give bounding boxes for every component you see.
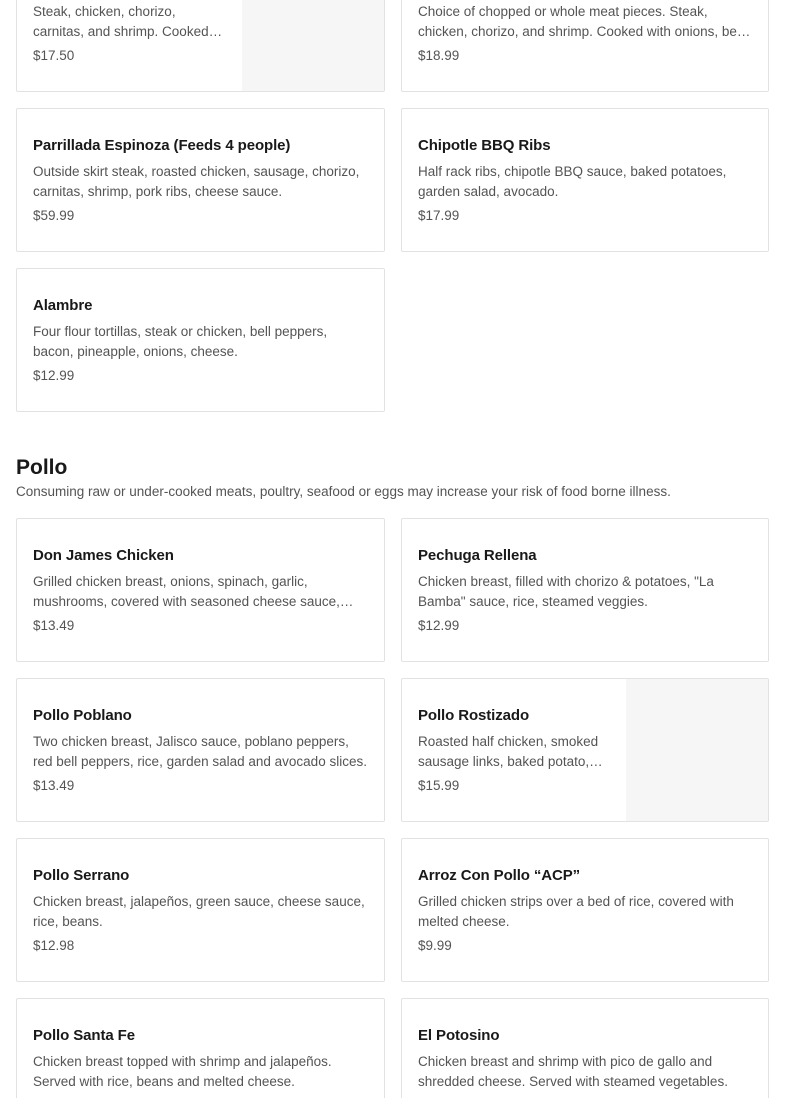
menu-item-card[interactable] <box>16 838 385 982</box>
menu-item-name: El Potosino <box>418 1027 500 1044</box>
section-title: Pollo <box>16 456 68 479</box>
menu-item-body <box>33 296 368 386</box>
menu-item-image <box>242 0 384 91</box>
menu-item-card[interactable] <box>16 678 385 822</box>
section-header <box>16 454 769 502</box>
menu-item-card[interactable] <box>401 108 769 252</box>
menu-item-name: Pollo Poblano <box>33 707 132 724</box>
menu-item-card[interactable] <box>401 518 769 662</box>
menu-item-price: $13.49 <box>33 618 75 633</box>
menu-item-description: Four flour tortillas, steak or chicken, bell peppers, bacon, pineapple, onions, cheese. <box>33 324 328 359</box>
menu-item-name: Pollo Santa Fe <box>33 1027 135 1044</box>
menu-grid-previous <box>16 0 769 412</box>
menu-item-description: Chicken breast, jalapeños, green sauce, cheese sauce, rice, beans. <box>33 894 365 929</box>
menu-item-card[interactable] <box>401 678 769 822</box>
section-disclaimer: Consuming raw or under-cooked meats, poultry, seafood or eggs may increase your risk of food borne illness. <box>16 484 671 499</box>
menu-item-image <box>626 679 768 821</box>
menu-item-description: Chicken breast topped with shrimp and jalapeños. Served with rice, beans and melted cheese. <box>33 1054 332 1089</box>
menu-item-description: Steak, chicken, chorizo, carnitas, and shrimp. Cooked <box>33 4 209 39</box>
menu-item-price: $15.99 <box>418 778 460 793</box>
menu-item-name: Pollo Rostizado <box>418 707 530 724</box>
menu-item-name: Don James Chicken <box>33 547 174 564</box>
menu-item-name: Pollo Serrano <box>33 867 130 884</box>
menu-item-card[interactable] <box>16 998 385 1098</box>
menu-item-body <box>33 0 226 66</box>
menu-item-body <box>418 866 752 956</box>
menu-item-body <box>33 1026 368 1096</box>
menu-item-card[interactable] <box>16 108 385 252</box>
menu-item-price: $12.99 <box>418 618 460 633</box>
menu-item-description: Chicken breast and shrimp with pico de gallo and shredded cheese. Served with steamed vegetables. <box>418 1054 728 1089</box>
menu-item-price: $13.49 <box>33 778 75 793</box>
menu-item-description: Half rack ribs, chipotle BBQ sauce, baked potatoes, garden salad, avocado. <box>418 164 727 199</box>
menu-item-name: Arroz Con Pollo “ACP” <box>418 867 581 884</box>
menu-grid-pollo <box>16 518 769 1098</box>
menu-item-body <box>418 1026 752 1096</box>
menu-item-name: Chipotle BBQ Ribs <box>418 137 551 154</box>
menu-item-body <box>33 706 368 796</box>
menu-item-body <box>418 0 752 66</box>
menu-item-card[interactable] <box>401 0 769 92</box>
menu-item-price: $59.99 <box>33 208 75 223</box>
menu-item-name: Alambre <box>33 297 93 314</box>
menu-item-price: $17.99 <box>418 208 460 223</box>
menu-item-price: $12.98 <box>33 938 75 953</box>
menu-item-description: Grilled chicken strips over a bed of rice, covered with melted cheese. <box>418 894 734 929</box>
menu-item-body <box>418 546 752 636</box>
menu-item-price: $9.99 <box>418 938 452 953</box>
menu-item-card[interactable] <box>401 838 769 982</box>
menu-item-price: $17.50 <box>33 48 75 63</box>
menu-item-card[interactable] <box>16 518 385 662</box>
menu-item-body <box>33 136 368 226</box>
menu-item-description: Roasted half chicken, smoked sausage links, baked potato, <box>418 734 599 769</box>
menu-item-body <box>33 546 368 636</box>
menu-item-body <box>418 706 610 796</box>
menu-item-body <box>418 136 752 226</box>
menu-item-card[interactable] <box>16 268 385 412</box>
menu-item-name: Parrillada Espinoza (Feeds 4 people) <box>33 137 291 154</box>
menu-item-price: $18.99 <box>418 48 460 63</box>
menu-item-body <box>33 866 368 956</box>
menu-item-description: Choice of chopped or whole meat pieces. Steak, chicken, chorizo, and shrimp. Cooked with onions, bell <box>418 4 743 39</box>
menu-item-description: Grilled chicken breast, onions, spinach, garlic, mushrooms, covered with seasoned cheese sauce, <box>33 574 340 609</box>
menu-item-description: Two chicken breast, Jalisco sauce, poblano peppers, red bell peppers, rice, garden salad and avocado slices. <box>33 734 367 769</box>
menu-item-name: Pechuga Rellena <box>418 547 537 564</box>
menu-item-card[interactable] <box>401 998 769 1098</box>
menu-item-price: $12.99 <box>33 368 75 383</box>
menu-item-card[interactable] <box>16 0 385 92</box>
menu-item-description: Chicken breast, filled with chorizo & potatoes, "La Bamba" sauce, rice, steamed veggies. <box>418 574 714 609</box>
menu-item-description: Outside skirt steak, roasted chicken, sausage, chorizo, carnitas, shrimp, pork ribs, cheese sauce. <box>33 164 360 199</box>
